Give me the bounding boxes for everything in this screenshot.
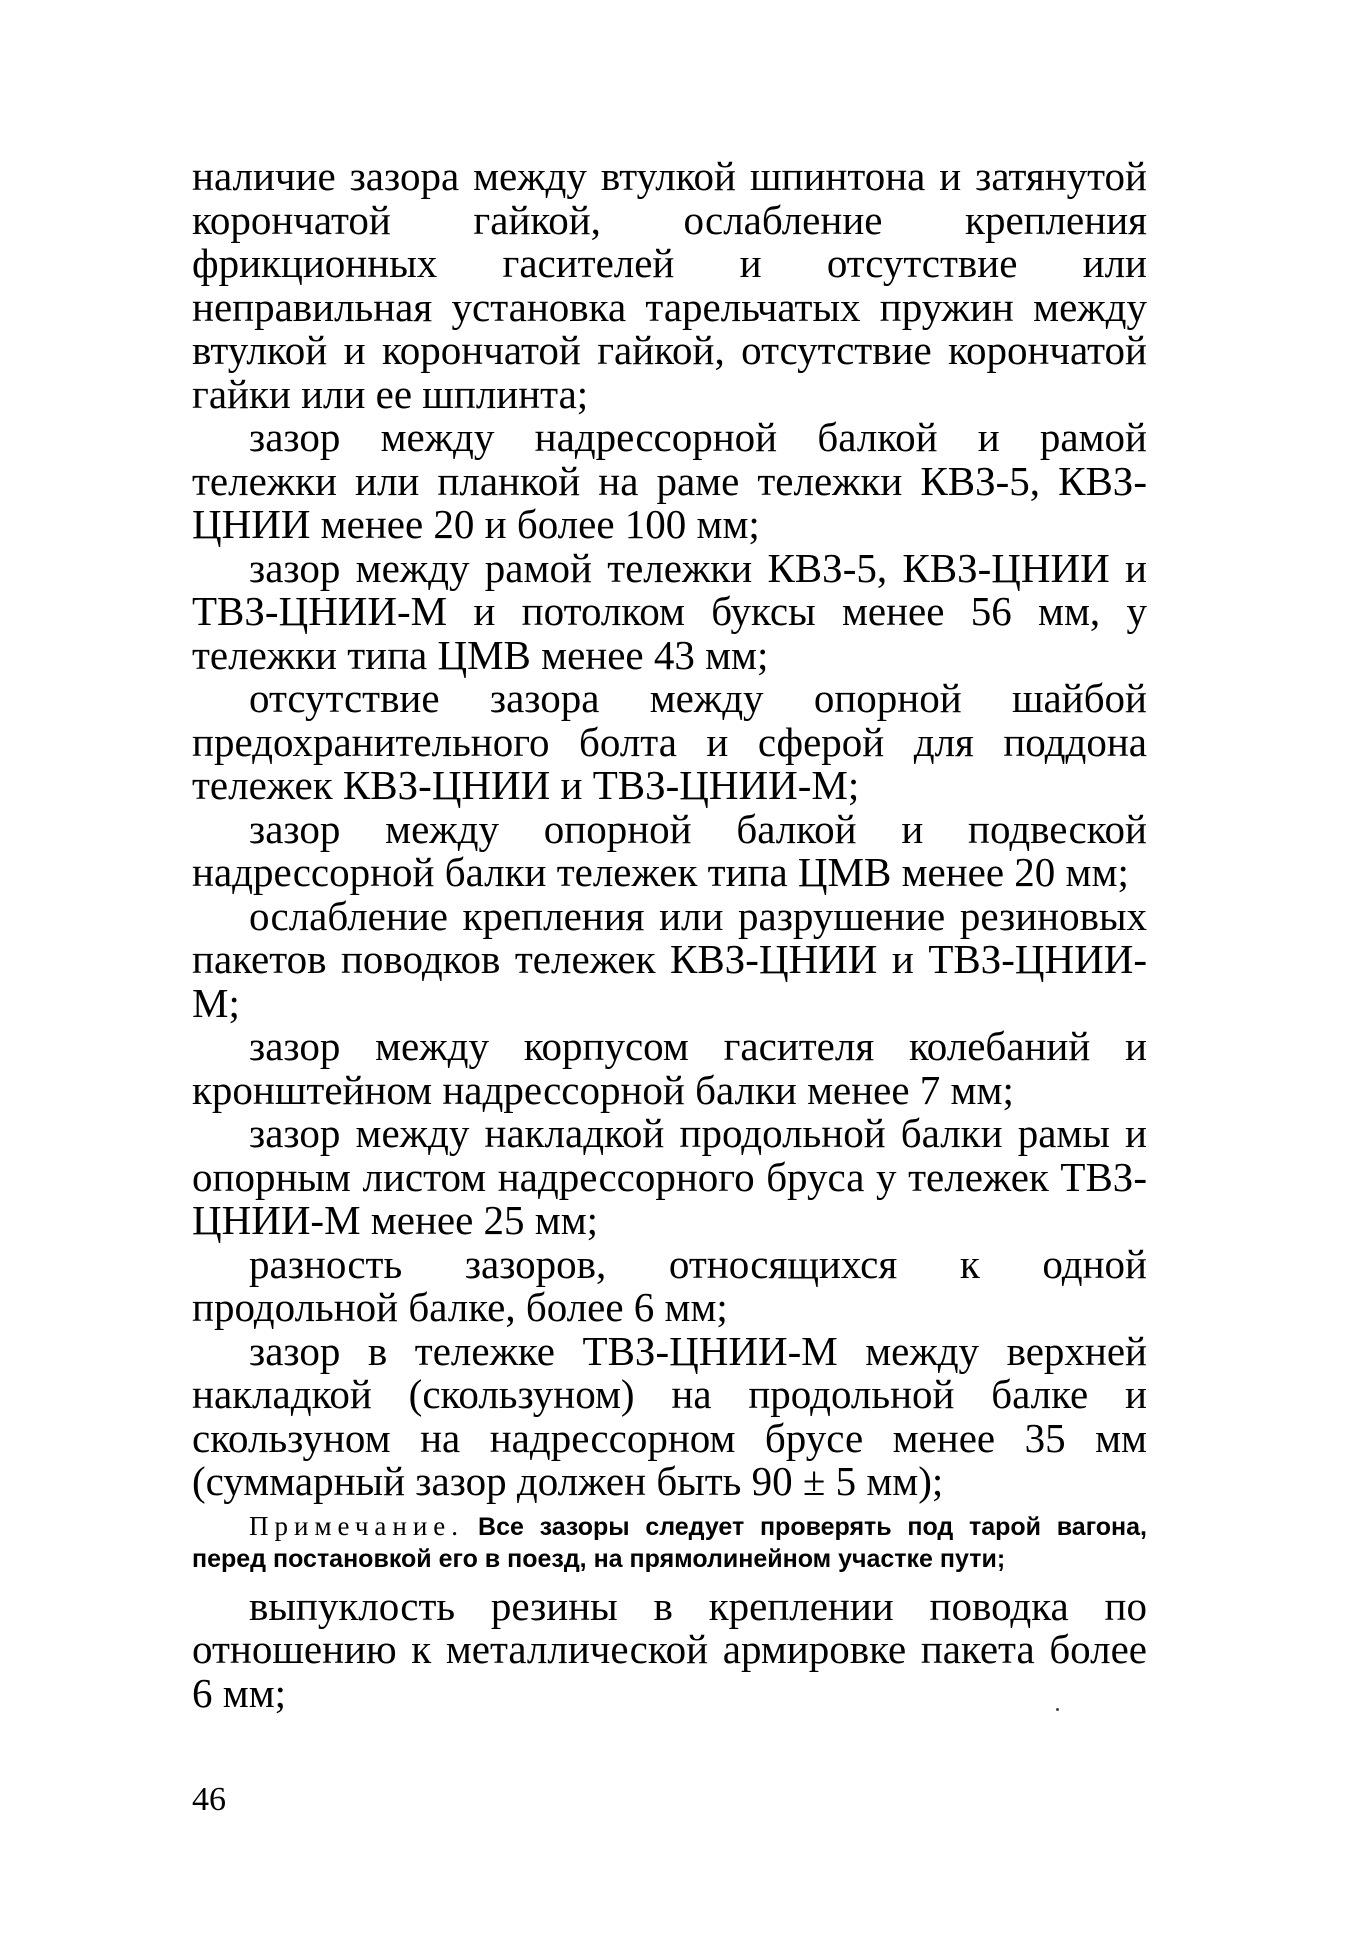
note-label: Примечание. [249,1510,465,1541]
paragraph: отсутствие зазора между опорной шайбой предохранительного болта и сферой для поддона тележек КВЗ-ЦНИИ и ТВЗ-ЦНИИ-М; [192,675,1147,808]
paragraph: выпуклость резины в креплении поводка по отношению к металлической армировке пакета более 6 мм; [192,1582,1147,1716]
body-text [192,155,1147,1715]
paragraph: ослабление крепления или разрушение резиновых пакетов поводков тележек КВЗ-ЦНИИ и ТВЗ-ЦНИИ-М; [192,892,1147,1026]
paragraph: наличие зазора между втулкой шпинтона и затянутой корончатой гайкой, ослабление крепления фрикционных гасителей и отсутствие или неправильная установка тарельчатых пружин между втулкой и корончатой гайкой, отсутствие корончатой гайки или ее шплинта; [192,153,1147,417]
page-number: 46 [192,1781,226,1818]
note-text: Все зазоры следует проверять под тарой вагона, перед постановкой его в поезд, на прямолинейном участке пути; [192,1512,1147,1573]
paragraph: зазор между опорной балкой и подвеской надрессорной балки тележек типа ЦМВ менее 20 мм; [192,805,1147,895]
note [192,1510,1147,1575]
paragraph: разность зазоров, относящихся к одной продольной балке, более 6 мм; [192,1240,1147,1330]
paragraph: зазор между рамой тележки КВЗ-5, КВЗ-ЦНИИ и ТВЗ-ЦНИИ-М и потолком буксы менее 56 мм, у тележки типа ЦМВ менее 43 мм; [192,544,1147,678]
paragraph: зазор между корпусом гасителя колебаний и кронштейном надрессорной балки менее 7 мм; [192,1023,1147,1113]
paragraph: зазор между надрессорной балкой и рамой тележки или планкой на раме тележки КВЗ-5, КВЗ-ЦНИИ менее 20 и более 100 мм; [192,414,1147,547]
paragraph: зазор между накладкой продольной балки рамы и опорным листом надрессорного бруса у тележек ТВЗ-ЦНИИ-М менее 25 мм; [192,1110,1147,1243]
paragraph: зазор в тележке ТВЗ-ЦНИИ-М между верхней накладкой (скользуном) на продольной балке и скользуном на надрессорном брусе менее 35 мм (суммарный зазор должен быть 90 ± 5 мм); [192,1327,1147,1504]
print-speck [1056,1708,1059,1711]
